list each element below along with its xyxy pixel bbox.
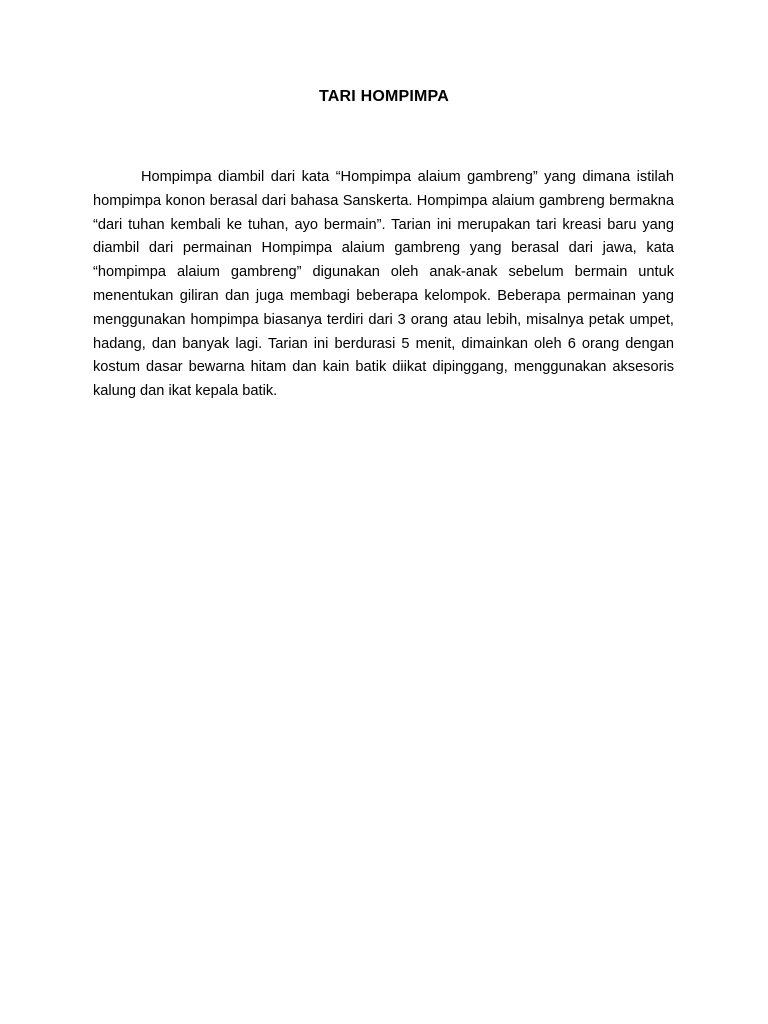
body-paragraph: Hompimpa diambil dari kata “Hompimpa alaium gambreng” yang dimana istilah hompimpa konon berasal dari bahasa Sanskerta. Hompimpa alaium gambreng bermakna “dari tuhan kembali ke tuhan, ayo bermain”. Tarian ini merupakan tari kreasi baru yang diambil dari permainan Hompimpa alaium gambreng yang berasal dari jawa, kata “hompimpa alaium gambreng” digunakan oleh anak-anak sebelum bermain untuk menentukan giliran dan juga membagi beberapa kelompok. Beberapa permainan yang menggunakan hompimpa biasanya terdiri dari 3 orang atau lebih, misalnya petak umpet, hadang, dan banyak lagi. Tarian ini berdurasi 5 menit, dimainkan oleh 6 orang dengan kostum dasar bewarna hitam dan kain batik diikat dipinggang, menggunakan aksesoris kalung dan ikat kepala batik. <box>93 169 674 400</box>
document-title: TARI HOMPIMPA <box>319 88 449 105</box>
